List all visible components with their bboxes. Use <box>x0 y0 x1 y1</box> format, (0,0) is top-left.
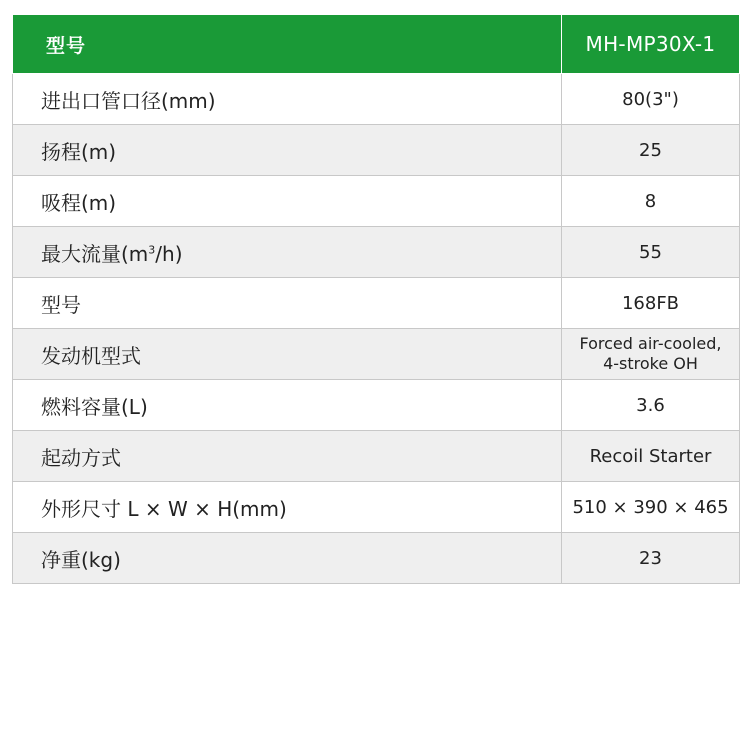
table-row <box>13 278 740 329</box>
spec-label: 吸程(m) <box>13 176 562 227</box>
spec-label: 发动机型式 <box>13 329 562 380</box>
table-row <box>13 176 740 227</box>
spec-label: 型号 <box>13 278 562 329</box>
spec-value: 168FB <box>562 278 740 329</box>
spec-value: Recoil Starter <box>562 431 740 482</box>
table-row <box>13 125 740 176</box>
spec-value: 25 <box>562 125 740 176</box>
spec-value-line2: 4-stroke OH <box>603 354 698 373</box>
header-row <box>13 15 740 74</box>
spec-label: 外形尺寸 L × W × H(mm) <box>13 482 562 533</box>
spec-label: 起动方式 <box>13 431 562 482</box>
spec-label: 燃料容量(L) <box>13 380 562 431</box>
table-row <box>13 74 740 125</box>
table-row <box>13 482 740 533</box>
spec-value: 510 × 390 × 465 <box>562 482 740 533</box>
spec-label <box>13 227 562 278</box>
spec-label-prefix: 最大流量(m <box>41 241 149 266</box>
spec-value: 3.6 <box>562 380 740 431</box>
table-row <box>13 329 740 380</box>
spec-value: 23 <box>562 533 740 584</box>
table-row <box>13 533 740 584</box>
spec-value: 8 <box>562 176 740 227</box>
spec-value: 80(3") <box>562 74 740 125</box>
header-label: 型号 <box>13 15 562 74</box>
table-row <box>13 380 740 431</box>
spec-value: 55 <box>562 227 740 278</box>
spec-label-suffix: /h) <box>155 241 183 266</box>
spec-value <box>562 329 740 380</box>
table-row <box>13 227 740 278</box>
spec-label-superscript: 3 <box>148 242 156 256</box>
table-row <box>13 431 740 482</box>
spec-label: 进出口管口径(mm) <box>13 74 562 125</box>
spec-value-line1: Forced air-cooled, <box>579 334 722 353</box>
spec-label: 扬程(m) <box>13 125 562 176</box>
spec-table <box>12 14 740 584</box>
header-model-value: MH-MP30X-1 <box>562 15 740 74</box>
spec-label: 净重(kg) <box>13 533 562 584</box>
